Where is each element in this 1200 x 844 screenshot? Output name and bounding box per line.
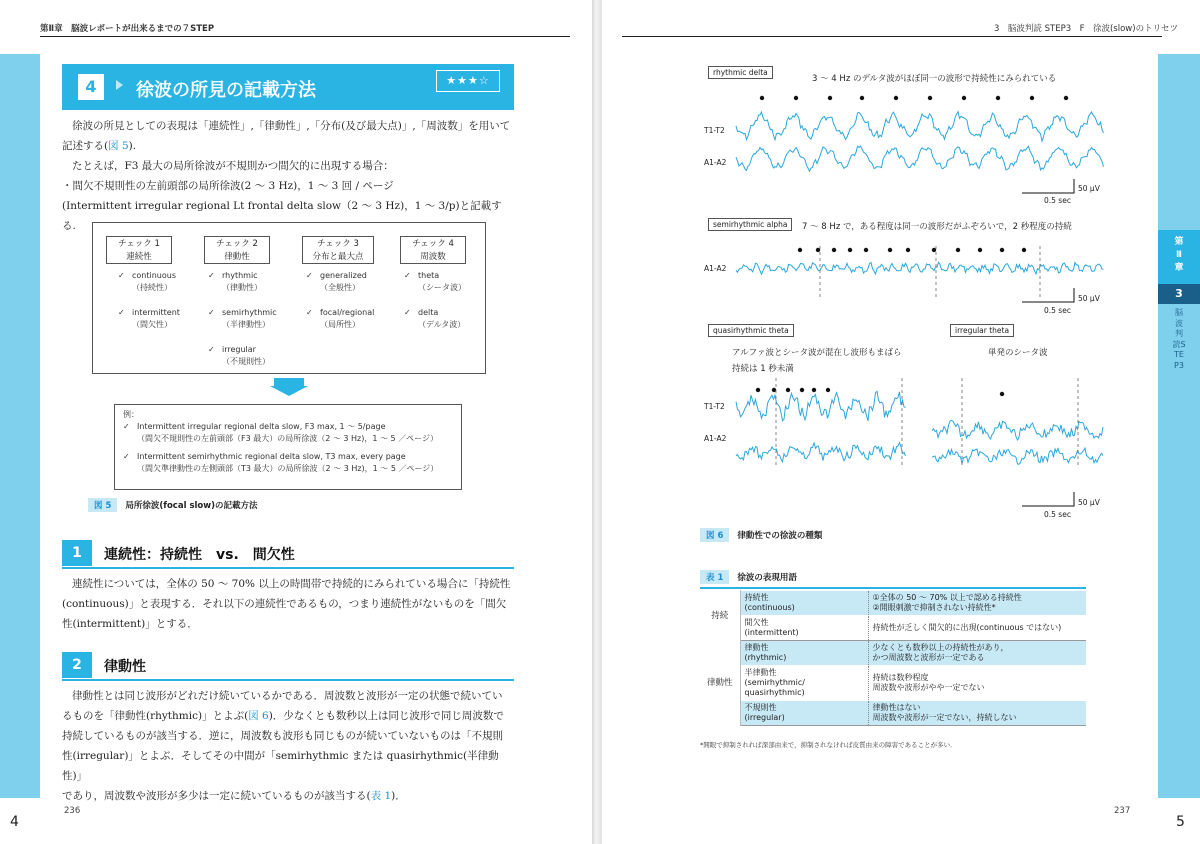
check-item: ✓ continuous （持続性） bbox=[118, 271, 176, 292]
check-1-header: チェック 1 連続性 bbox=[106, 236, 172, 264]
wave-marker-dot bbox=[906, 248, 910, 252]
example-title: 例： bbox=[123, 410, 139, 419]
wave-marker-dot bbox=[864, 248, 868, 252]
wave-marker-dot bbox=[1030, 96, 1034, 100]
wave-marker-dot bbox=[812, 388, 816, 392]
subsection-number: 1 bbox=[62, 540, 92, 566]
wave-marker-dot bbox=[1022, 248, 1026, 252]
table-row bbox=[700, 591, 1086, 616]
difficulty-stars: ★★★☆ bbox=[436, 70, 500, 92]
book-page-number: 5 bbox=[1176, 814, 1185, 830]
slow-wave-terms-table bbox=[700, 590, 1086, 726]
running-header-right: 3 脳波判読 STEP3 F 徐波(slow)のトリセツ bbox=[994, 24, 1178, 34]
irregular-theta-caption: 単発のシータ波 bbox=[988, 348, 1048, 358]
step-tab: 3 bbox=[1158, 284, 1200, 304]
table-row bbox=[700, 641, 1086, 666]
desc-cell: ①全体の 50 ～ 70% 以上で認める持続性 ②開眼刺激で抑制されない持続性* bbox=[868, 591, 1086, 616]
example-item-jp: （間欠不規則性の左前頭部（F3 最大）の局所徐波（2 ～ 3 Hz)，1 ～ 5 ／ページ） bbox=[137, 434, 439, 443]
rhythmic-delta-caption: 3 ～ 4 Hz のデルタ波がほぼ同一の波形で持続性にみられている bbox=[812, 74, 1057, 84]
example-item: ✓ Intermittent irregular regional delta slow, F3 max, 1 ～ 5/page bbox=[123, 422, 386, 431]
vertical-step-label: 脳波判読STEP3 bbox=[1172, 308, 1186, 370]
check-item: ✓ rhythmic （律動性） bbox=[208, 271, 262, 292]
wave-marker-dot bbox=[1064, 96, 1068, 100]
scale-bar bbox=[1022, 288, 1074, 302]
quasirhythmic-theta-caption: 持続は 1 秒未満 bbox=[732, 364, 794, 374]
rhythmic-delta-label: rhythmic delta bbox=[708, 66, 773, 79]
channel-label: A1-A2 bbox=[704, 158, 727, 167]
wave-marker-dot bbox=[816, 248, 820, 252]
check-item: ✓ theta （シータ波） bbox=[404, 271, 466, 292]
desc-cell: 少なくとも数秒以上の持続性があり， かつ周波数と波形が一定である bbox=[868, 641, 1086, 666]
checkmark-icon: ✓ bbox=[123, 422, 130, 431]
page-number: 236 bbox=[64, 806, 81, 816]
wave-marker-dot bbox=[962, 96, 966, 100]
wave-marker-dot bbox=[928, 96, 932, 100]
figure-6-caption: 図 6 律動性での徐波の種類 bbox=[700, 528, 822, 542]
wave-marker-dot bbox=[996, 96, 1000, 100]
irregular-theta-a1a2-trace bbox=[932, 448, 1103, 464]
channel-label: A1-A2 bbox=[704, 264, 727, 273]
desc-cell: 律動性はない 周波数や波形が一定でない，持続しない bbox=[868, 701, 1086, 726]
running-header-left: 第Ⅱ章 脳波レポートが出来るまでの７STEP bbox=[40, 24, 215, 34]
check-3-header: チェック 3 分布と最大点 bbox=[302, 236, 374, 264]
irregular-theta-t1t2-trace bbox=[932, 420, 1103, 440]
term-cell: 不規則性 (irregular) bbox=[740, 701, 868, 726]
check-2-header: チェック 2 律動性 bbox=[204, 236, 270, 264]
wave-marker-dot bbox=[860, 96, 864, 100]
page-number: 237 bbox=[1114, 806, 1131, 816]
wave-marker-dot bbox=[832, 248, 836, 252]
wave-marker-dot bbox=[978, 248, 982, 252]
time-scale-label: 0.5 sec bbox=[1044, 510, 1071, 519]
intro-line: 徐波の所見としての表現は「連続性」,「律動性」,「分布(及び最大点)」,「周波数」を用いて bbox=[72, 120, 511, 132]
figure-chip: 図 5 bbox=[88, 498, 117, 512]
intro-line: ・間欠不規則性の左前頭部の局所徐波(2 ～ 3 Hz)，1 ～ 3 回 / ページ bbox=[62, 180, 394, 192]
voltage-scale-label: 50 μV bbox=[1078, 294, 1100, 303]
checkmark-icon: ✓ bbox=[118, 271, 125, 280]
checkmark-icon: ✓ bbox=[123, 452, 130, 461]
table-top-rule bbox=[700, 587, 1086, 589]
checkmark-icon: ✓ bbox=[118, 308, 125, 317]
figure-reference[interactable]: 図 6 bbox=[248, 710, 269, 722]
table-row bbox=[700, 666, 1086, 701]
table-row bbox=[700, 616, 1086, 641]
check-item: ✓ semirhythmic （半律動性） bbox=[208, 308, 277, 329]
check-item: ✓ irregular （不規則性） bbox=[208, 345, 270, 366]
wave-marker-dot bbox=[848, 248, 852, 252]
desc-cell: 持続性が乏しく間欠的に出現(continuous ではない) bbox=[868, 616, 1086, 641]
intro-line: 記述する(図 5). bbox=[62, 140, 137, 152]
chapter-tab: 第 Ⅱ 章 bbox=[1158, 230, 1200, 284]
term-cell: 持続性 (continuous) bbox=[740, 591, 868, 616]
check-item: ✓ focal/regional （局所性） bbox=[306, 308, 375, 329]
term-cell: 律動性 (rhythmic) bbox=[740, 641, 868, 666]
wave-marker-dot bbox=[772, 388, 776, 392]
intro-line: (Intermittent irregular regional Lt frontal delta slow（2 ～ 3 Hz)，1 ～ 3/p)と記載する. bbox=[62, 200, 502, 232]
quasirhythmic-theta-label: quasirhythmic theta bbox=[708, 324, 794, 337]
wave-marker-dot bbox=[756, 388, 760, 392]
checkmark-icon: ✓ bbox=[404, 271, 411, 280]
semirhythmic-alpha-caption: 7 ～ 8 Hz で，ある程度は同一の波形だがふぞろいで，2 秒程度の持続 bbox=[802, 222, 1072, 232]
checkmark-icon: ✓ bbox=[404, 308, 411, 317]
table-reference[interactable]: 表 1 bbox=[370, 790, 392, 802]
wave-marker-dot bbox=[1000, 392, 1004, 396]
scale-bar bbox=[1022, 492, 1074, 506]
checkmark-icon: ✓ bbox=[306, 271, 313, 280]
book-page-number: 4 bbox=[10, 814, 19, 830]
quasirhythmic-theta-t1t2-trace bbox=[736, 391, 906, 421]
check-item: ✓ intermittent （間欠性） bbox=[118, 308, 180, 329]
wave-marker-dot bbox=[798, 248, 802, 252]
subsection-title: 連続性：持続性 vs. 間欠性 bbox=[104, 547, 295, 563]
figure-reference[interactable]: 図 5 bbox=[108, 140, 129, 152]
irregular-theta-label: irregular theta bbox=[950, 324, 1014, 337]
subsection-1-body: 連続性については，全体の 50 ～ 70% 以上の時間帯で持続的にみられている場合に「持続性 (continuous)」と表現する．それ以下の連続性であるもの，つまり連続性がないものを「間欠 性(intermittent)」とする． bbox=[62, 578, 511, 630]
subsection-title: 律動性 bbox=[104, 659, 146, 675]
wave-marker-dot bbox=[826, 388, 830, 392]
time-scale-label: 0.5 sec bbox=[1044, 306, 1071, 315]
channel-label: T1-T2 bbox=[704, 126, 725, 135]
quasirhythmic-theta-caption: アルファ波とシータ波が混在し波形もまばら bbox=[732, 348, 902, 358]
semirhythmic-alpha-trace bbox=[736, 262, 1104, 274]
example-item-jp: （間欠準律動性の左側頭部（T3 最大）の局所徐波（2 ～ 3 Hz)，1 ～ 5 ／ページ） bbox=[137, 464, 439, 473]
term-cell: 間欠性 (intermittent) bbox=[740, 616, 868, 641]
time-scale-label: 0.5 sec bbox=[1044, 196, 1071, 205]
wave-marker-dot bbox=[956, 248, 960, 252]
semirhythmic-alpha-label: semirhythmic alpha bbox=[708, 218, 792, 231]
figure-5-caption: 図 5 局所徐波(focal slow)の記載方法 bbox=[88, 498, 258, 512]
wave-marker-dot bbox=[888, 248, 892, 252]
check-item: ✓ generalized （全般性） bbox=[306, 271, 367, 292]
check-4-header: チェック 4 周波数 bbox=[400, 236, 466, 264]
wave-marker-dot bbox=[800, 388, 804, 392]
voltage-scale-label: 50 μV bbox=[1078, 184, 1100, 193]
example-item: ✓ Intermittent semirhythmic regional delta slow, T3 max, every page bbox=[123, 452, 406, 461]
channel-label: T1-T2 bbox=[704, 402, 725, 411]
figure-chip: 図 6 bbox=[700, 528, 729, 542]
section-title: 徐波の所見の記載方法 bbox=[136, 80, 316, 101]
term-cell: 半律動性 (semirhythmic/ quasirhythmic) bbox=[740, 666, 868, 701]
wave-marker-dot bbox=[786, 388, 790, 392]
section-number: 4 bbox=[78, 74, 104, 100]
desc-cell: 持続は数秒程度 周波数や波形がやや一定でない bbox=[868, 666, 1086, 701]
wave-marker-dot bbox=[932, 248, 936, 252]
checkmark-icon: ✓ bbox=[306, 308, 313, 317]
checkmark-icon: ✓ bbox=[208, 308, 215, 317]
checkmark-icon: ✓ bbox=[208, 345, 215, 354]
subsection-number: 2 bbox=[62, 652, 92, 678]
wave-marker-dot bbox=[760, 96, 764, 100]
wave-marker-dot bbox=[894, 96, 898, 100]
subsection-2-body: 律動性とは同じ波形がどれだけ続いているかである．周波数と波形が一定の状態で続いてい るものを「律動性(rhythmic)」とよぶ(図 6)．少なくとも数秒以上は同じ波形で同じ周波数で 持続しているものが該当する．逆に，周波数も波形も同じものが続いていないものは「不規則 性(irregular)」とよぶ．そしてその中間が「semirhythmic または quasirhythmic(半律動性)」 であり，周波数や波形が多少は一定に続いているものが該当する(表 1)． bbox=[62, 690, 504, 802]
check-item: ✓ delta （デルタ波） bbox=[404, 308, 466, 329]
table-1-caption: 表 1 徐波の表現用語 bbox=[700, 570, 797, 584]
group-cell: 律動性 bbox=[700, 641, 740, 726]
wave-marker-dot bbox=[828, 96, 832, 100]
table-row bbox=[700, 701, 1086, 726]
wave-marker-dot bbox=[794, 96, 798, 100]
channel-label: A1-A2 bbox=[704, 434, 727, 443]
scale-bar bbox=[1022, 179, 1074, 193]
checkmark-icon: ✓ bbox=[208, 271, 215, 280]
table-footnote: *開眼で抑制されれば深部由来で，抑制されなければ皮質由来の障害であることが多い． bbox=[700, 741, 957, 749]
quasirhythmic-theta-a1a2-trace bbox=[736, 443, 906, 462]
rhythmic-delta-a1a2-trace bbox=[736, 146, 1104, 171]
intro-line: たとえば，F3 最大の局所徐波が不規則かつ間欠的に出現する場合： bbox=[72, 160, 394, 172]
rhythmic-delta-t1t2-trace bbox=[736, 112, 1104, 142]
voltage-scale-label: 50 μV bbox=[1078, 498, 1100, 507]
wave-marker-dot bbox=[1000, 248, 1004, 252]
group-cell: 持続 bbox=[700, 591, 740, 641]
table-chip: 表 1 bbox=[700, 570, 729, 584]
